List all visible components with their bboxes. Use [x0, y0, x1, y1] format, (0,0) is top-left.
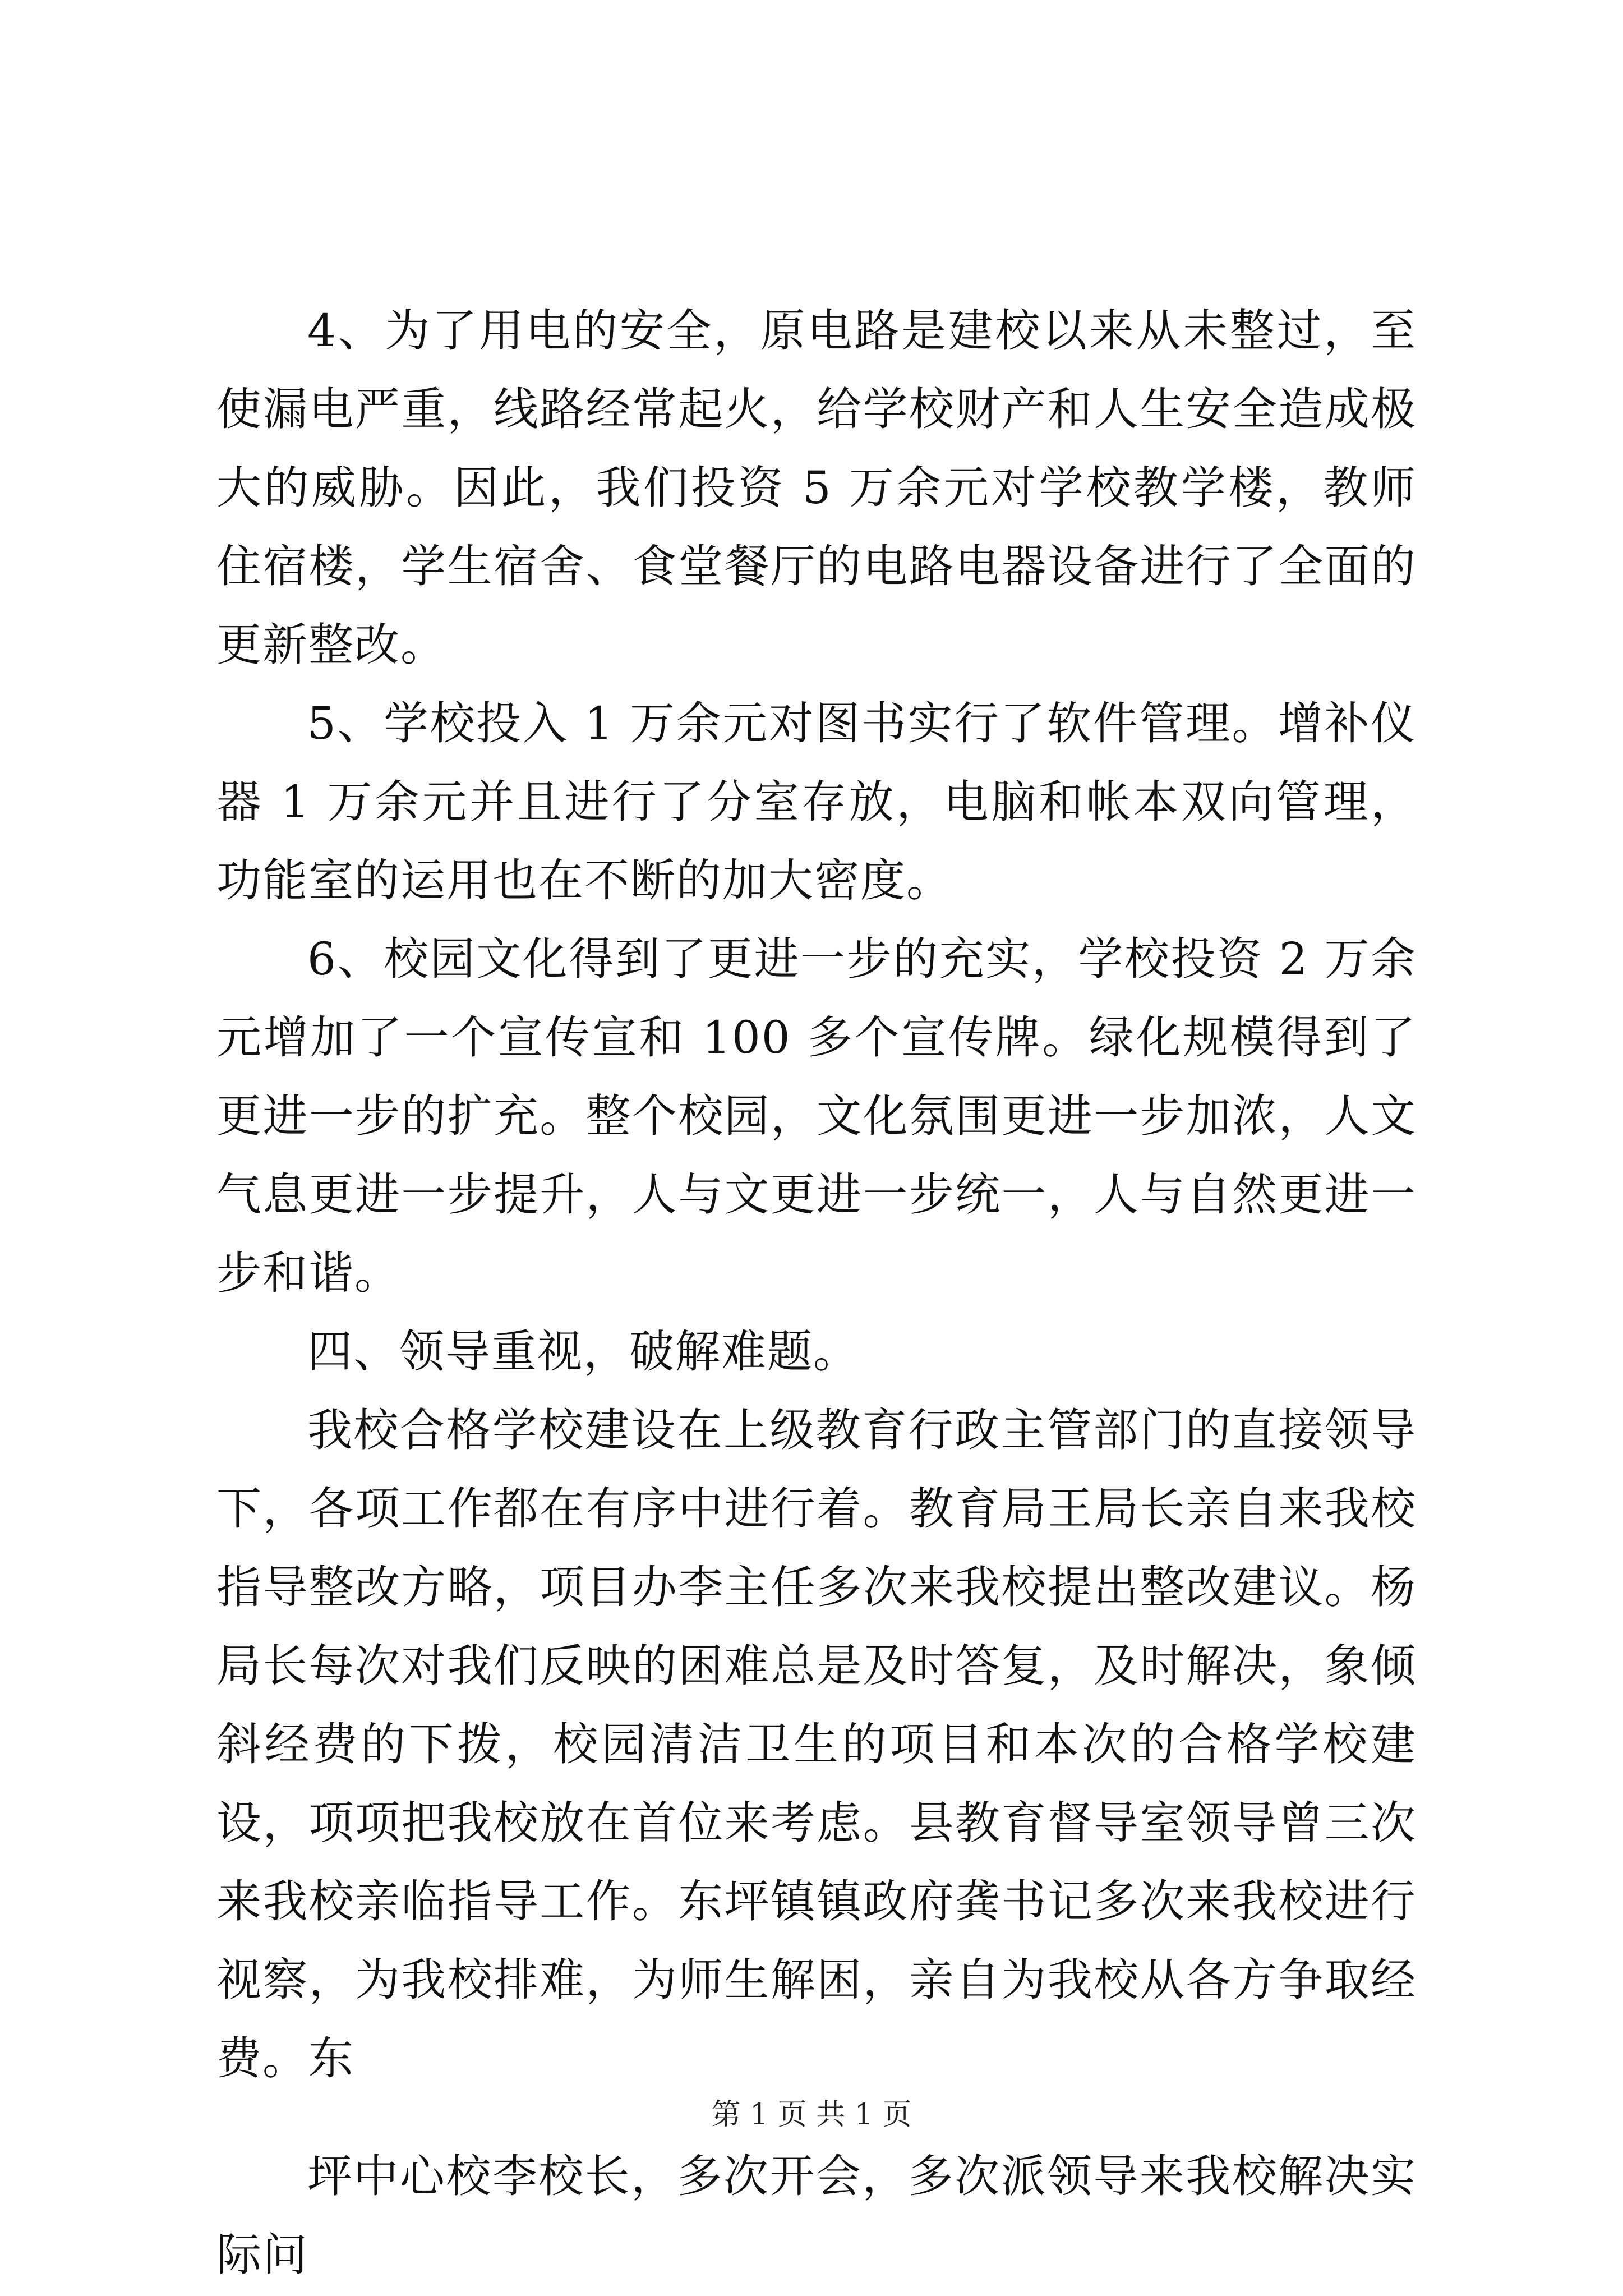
paragraph-leadership: 我校合格学校建设在上级教育行政主管部门的直接领导下，各项工作都在有序中进行着。教育局王局长亲自来我校指导整改方略，项目办李主任多次来我校提出整改建议。杨局长每次对我们反映的困难总是及时答复，及时解决，象倾斜经费的下拨，校园清洁卫生的项目和本次的合格学校建设，项项把我校放在首位来考虑。县教育督导室领导曾三次来我校亲临指导工作。东坪镇镇政府龚书记多次来我校进行视察，为我校排难，为师生解困，亲自为我校从各方争取经费。东 — [216, 1404, 1417, 2085]
section-heading-four: 四、领导重视，破解难题。 — [307, 1326, 859, 1378]
paragraph-continuation: 坪中心校李校长，多次开会，多次派领导来我校解决实际问 — [216, 2150, 1417, 2281]
document-body — [216, 292, 1417, 2294]
paragraph-item-5: 5、学校投入 1 万余元对图书实行了软件管理。增补仪器 1 万余元并且进行了分室存放，电脑和帐本双向管理，功能室的运用也在不断的加大密度。 — [216, 697, 1417, 907]
paragraph-item-4: 4、为了用电的安全，原电路是建校以来从未整过，至使漏电严重，线路经常起火，给学校财产和人生安全造成极大的威胁。因此，我们投资 5 万余元对学校教学楼，教师住宿楼，学生宿舍、食堂餐厅的电路电器设备进行了全面的更新整改。 — [216, 305, 1417, 671]
paragraph-item-6: 6、校园文化得到了更进一步的充实，学校投资 2 万余元增加了一个宣传宣和 100 多个宣传牌。绿化规模得到了更进一步的扩充。整个校园，文化氛围更进一步加浓，人文气息更进一步提升，人与文更进一步统一，人与自然更进一步和谐。 — [216, 933, 1417, 1299]
page-footer: 第 1 页 共 1 页 — [711, 2098, 912, 2132]
